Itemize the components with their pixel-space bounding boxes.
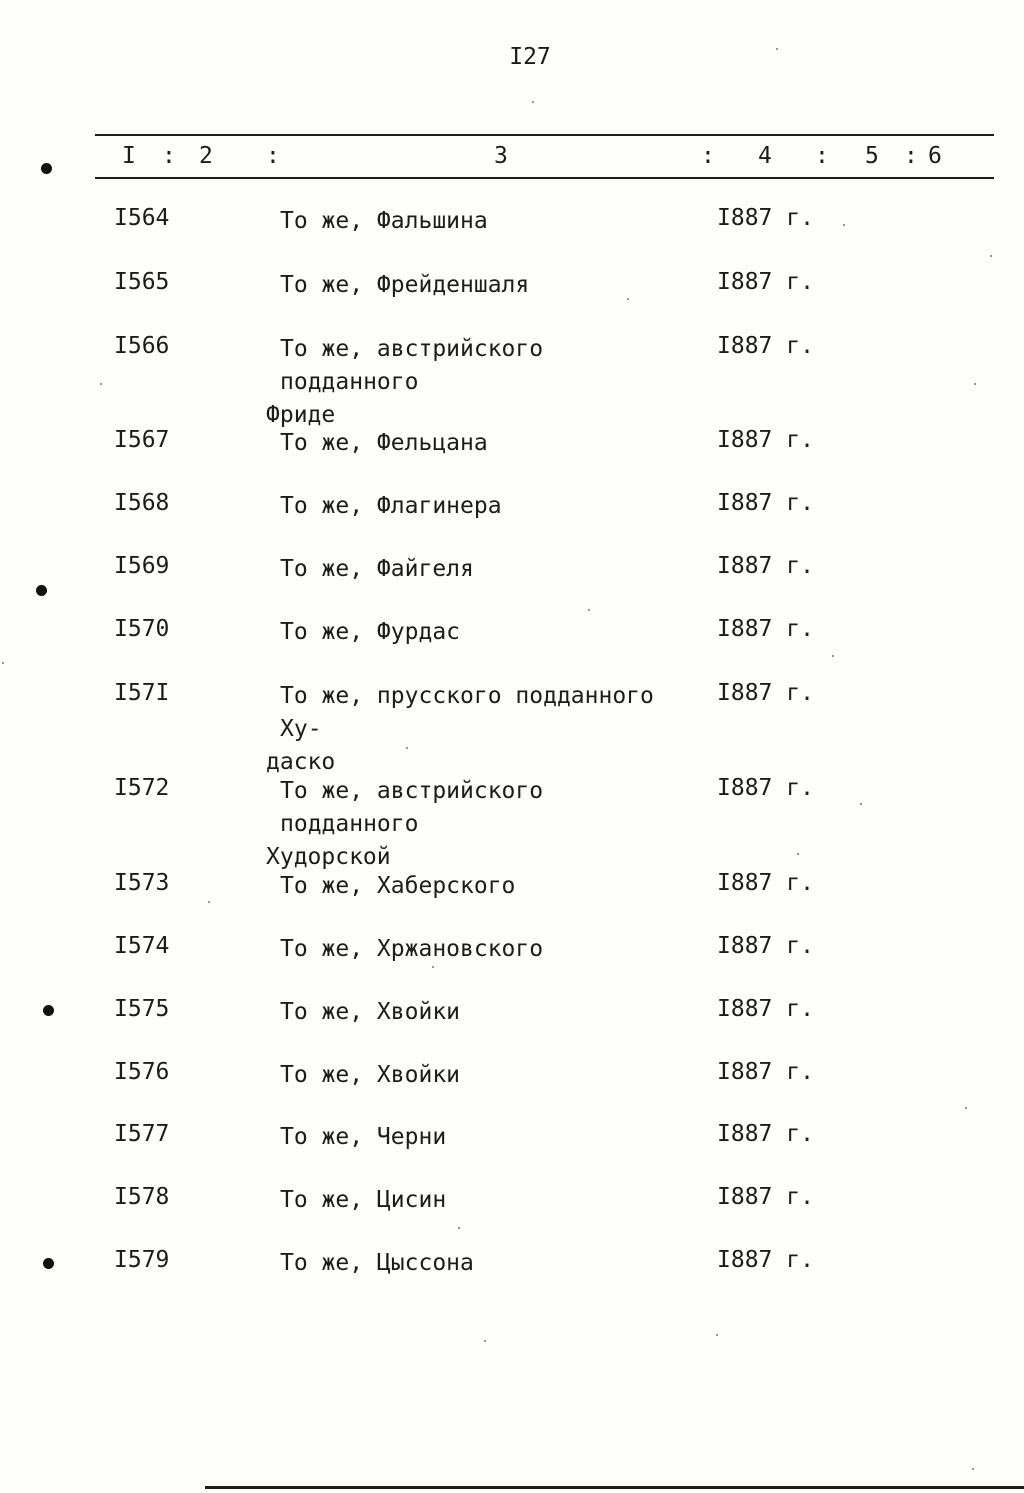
item-number: I566 — [114, 333, 170, 359]
description-line1: То же, прусского подданного Ху- — [280, 683, 654, 742]
item-description — [266, 680, 686, 779]
item-number: I570 — [114, 616, 170, 642]
description-line1: То же, Фурдас — [280, 619, 461, 645]
description-line1: То же, Хржановского — [280, 936, 544, 962]
item-number: I574 — [114, 933, 170, 959]
item-year: I887 г. — [717, 1121, 814, 1147]
header-sep: : — [701, 143, 715, 169]
scan-speck — [208, 901, 210, 903]
scan-speck — [860, 803, 862, 805]
scan-speck — [627, 298, 629, 300]
scan-speck — [990, 255, 992, 257]
header-col6: 6 — [928, 143, 942, 169]
header-col4: 4 — [758, 143, 772, 169]
scan-speck — [532, 101, 534, 103]
header-sep: : — [815, 143, 829, 169]
description-line1: То же, Хвойки — [280, 1062, 461, 1088]
description-line1: То же, Фельцана — [280, 430, 488, 456]
item-number: I567 — [114, 427, 170, 453]
item-number: I568 — [114, 490, 170, 516]
item-year: I887 г. — [717, 333, 814, 359]
scan-speck — [716, 1334, 718, 1336]
item-year: I887 г. — [717, 427, 814, 453]
item-description — [266, 1184, 686, 1217]
page-bottom-edge — [205, 1486, 1024, 1489]
description-line1: То же, Цыссона — [280, 1250, 474, 1276]
item-number: I578 — [114, 1184, 170, 1210]
description-line1: То же, Флагинера — [280, 493, 502, 519]
item-number: I573 — [114, 870, 170, 896]
item-description — [266, 1121, 686, 1154]
item-number: I564 — [114, 205, 170, 231]
item-description — [266, 205, 686, 238]
description-line1: То же, Цисин — [280, 1187, 447, 1213]
description-line2: даско — [266, 749, 336, 775]
punch-hole-mark — [43, 1005, 54, 1016]
punch-hole-mark — [41, 163, 52, 174]
item-number: I565 — [114, 269, 170, 295]
item-description — [266, 1247, 686, 1280]
scan-speck — [972, 1468, 974, 1470]
table-header-rule — [95, 177, 994, 179]
table-top-rule — [95, 134, 994, 136]
scan-speck — [843, 224, 845, 226]
item-year: I887 г. — [717, 680, 814, 706]
description-line1: То же, Фрейденшаля — [280, 272, 530, 298]
item-description — [266, 870, 686, 903]
item-year: I887 г. — [717, 1059, 814, 1085]
item-year: I887 г. — [717, 616, 814, 642]
scan-speck — [2, 662, 4, 664]
item-description — [266, 933, 686, 966]
scan-speck — [797, 853, 799, 855]
item-year: I887 г. — [717, 996, 814, 1022]
item-description — [266, 269, 686, 302]
item-year: I887 г. — [717, 775, 814, 801]
description-line1: То же, Файгеля — [280, 556, 474, 582]
scan-speck — [406, 747, 408, 749]
description-line2: Фриде — [266, 402, 336, 428]
item-description — [266, 490, 686, 523]
item-year: I887 г. — [717, 1247, 814, 1273]
description-line1: То же, Черни — [280, 1124, 447, 1150]
item-description — [266, 427, 686, 460]
scan-speck — [458, 1227, 460, 1229]
description-line2: Худорской — [266, 844, 391, 870]
header-col3: 3 — [494, 143, 508, 169]
item-number: I576 — [114, 1059, 170, 1085]
item-description — [266, 333, 686, 432]
item-description — [266, 616, 686, 649]
item-year: I887 г. — [717, 870, 814, 896]
scan-speck — [432, 966, 434, 968]
description-line1: То же, австрийского подданного — [280, 778, 544, 837]
scan-speck — [965, 1107, 967, 1109]
header-col1: I — [122, 143, 136, 169]
header-col5: 5 — [865, 143, 879, 169]
table-header — [0, 143, 1024, 173]
item-year: I887 г. — [717, 553, 814, 579]
scan-speck — [974, 383, 976, 385]
header-sep: : — [904, 143, 918, 169]
item-year: I887 г. — [717, 490, 814, 516]
header-sep: : — [266, 143, 280, 169]
scan-speck — [484, 1340, 486, 1342]
scan-speck — [832, 655, 834, 657]
item-description — [266, 996, 686, 1029]
item-year: I887 г. — [717, 933, 814, 959]
description-line1: То же, австрийского подданного — [280, 336, 544, 395]
item-number: I577 — [114, 1121, 170, 1147]
item-number: I572 — [114, 775, 170, 801]
description-line1: То же, Хвойки — [280, 999, 461, 1025]
scan-speck — [100, 383, 102, 385]
item-description — [266, 775, 686, 874]
header-col2: 2 — [199, 143, 213, 169]
item-description — [266, 553, 686, 586]
item-year: I887 г. — [717, 1184, 814, 1210]
item-number: I57I — [114, 680, 170, 706]
punch-hole-mark — [36, 585, 47, 596]
punch-hole-mark — [43, 1258, 54, 1269]
description-line1: То же, Хаберского — [280, 873, 516, 899]
item-number: I575 — [114, 996, 170, 1022]
header-sep: : — [162, 143, 176, 169]
scan-speck — [588, 609, 590, 611]
item-number: I569 — [114, 553, 170, 579]
item-year: I887 г. — [717, 205, 814, 231]
description-line1: То же, Фальшина — [280, 208, 488, 234]
scan-speck — [776, 48, 778, 50]
item-number: I579 — [114, 1247, 170, 1273]
page-number: I27 — [509, 44, 551, 70]
item-year: I887 г. — [717, 269, 814, 295]
item-description — [266, 1059, 686, 1092]
